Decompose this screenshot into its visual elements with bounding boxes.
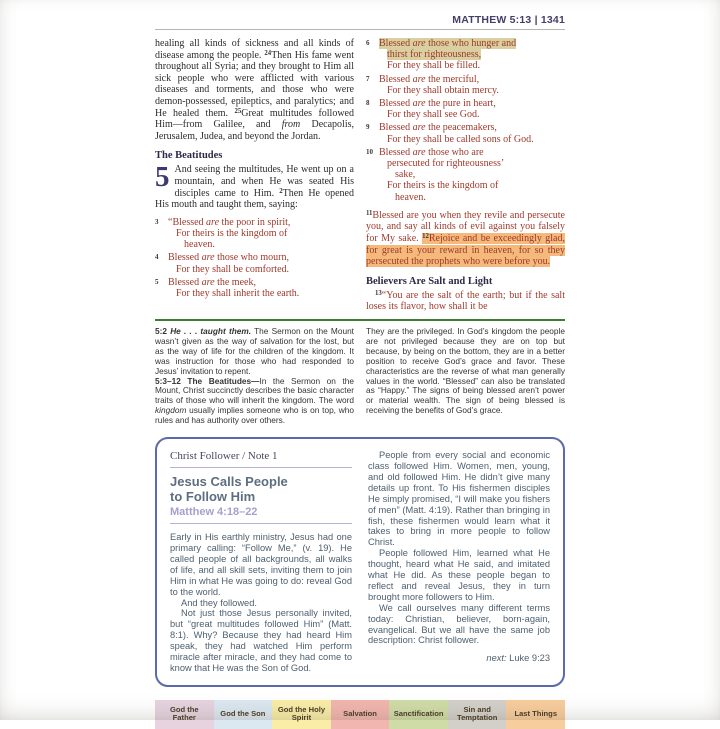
verse-line: Blessed are the pure in heart, xyxy=(379,98,496,110)
section-heading: The Beatitudes xyxy=(155,150,223,162)
study-note: 5:3–12 The Beatitudes—In the Sermon on the Mount, Christ succinctly describes the basic character traits of those who will inherit the kingdom. The word kingdom usually implies someone who is on top, who rules and has authority over others. xyxy=(155,375,354,426)
tab-salvation[interactable]: Salvation xyxy=(331,700,390,729)
verse-line: For they shall be filled. xyxy=(387,60,481,72)
verse-number: 4 xyxy=(155,253,159,262)
chapter-intro-text: And seeing the multitudes, He went up on a mountain, and when He was seated His disciples came to Him. $^2$Then He opened His mouth and taught them, saying: xyxy=(155,164,354,211)
note-paragraph: Not just those Jesus personally invited, but “great multitudes followed Him” (Matt. 8:1). Why? Because they had heard Him speak, they had watched Him perform miracle after miracle, and they had come to know that He was the Son of God. xyxy=(170,608,352,673)
verse-line: “Blessed are the poor in spirit, xyxy=(168,216,291,228)
tab-god-the-son[interactable]: God the Son xyxy=(214,700,273,729)
verse-number: 6 xyxy=(366,39,370,47)
verse-line: For theirs is the kingdom of xyxy=(176,227,288,239)
verse-line: Blessed are those who hunger and xyxy=(379,38,517,49)
verse-number: 5 xyxy=(155,277,159,286)
verse-line: Blessed are those who mourn, xyxy=(168,252,290,264)
verse-4 xyxy=(155,252,354,274)
verse-number: 10 xyxy=(366,147,373,156)
verse-line: For they shall obtain mercy. xyxy=(387,84,499,96)
verse-9 xyxy=(366,122,565,144)
scripture-paragraph: healing all kinds of sickness and all kinds of disease among the people. $^{24}$Then His fame went throughout all Syria; and they brought to Him all sick people who were afflicted with various diseases and torments, and those who were demon-possessed, epileptics, and paralytics; and He healed them. $^{25}$Great multitudes followed Him—from Galilee, and from Decapolis, Jerusalem, Judea, and beyond the Jordan. xyxy=(155,38,354,142)
note-paragraph: People from every social and economic class followed Him. Women, men, young, and old followed Him. He didn’t give many details up front. To His fishermen disciples He simply promised, “I will make you fishers of men” (Matt. 4:19). Rather than bringing in fish, these fishermen would learn what it takes to bring in more people to follow Christ. xyxy=(368,450,550,548)
verse-10 xyxy=(366,147,565,203)
note-rule xyxy=(170,467,352,468)
verse-number: 24 xyxy=(264,49,272,57)
verse-number: 3 xyxy=(155,217,159,226)
note-body-right xyxy=(368,450,550,646)
verse-line: thirst for righteousness, xyxy=(387,49,482,61)
scripture-paragraph-v11-12: $^{11}$Blessed are you when they revile and persecute you, and say all kinds of evil against you falsely for My sake. $^{12}$Rejoice and be exceedingly glad, for great is your reward in heaven, for so they persecuted the prophets who were before you. xyxy=(366,209,565,268)
verse-line: persecuted for righteousness’ xyxy=(387,158,505,170)
chapter-intro-paragraph xyxy=(155,161,354,211)
verse-number: 2 xyxy=(279,187,283,195)
note-paragraph: People followed Him, learned what He thought, heard what He said, and imitated what He did. As these people began to reflect and reveal Jesus, they in turn brought more followers to Him. xyxy=(368,548,550,602)
verse-number: 11 xyxy=(366,209,373,217)
verse-number: 25 xyxy=(234,107,242,115)
note-paragraph: We call ourselves many different terms today: Christian, believer, born-again, evangelical. But we all have the same job description: Christ follower. xyxy=(368,602,550,646)
scripture-columns xyxy=(155,38,565,313)
verse-line: For they shall inherit the earth. xyxy=(176,287,300,299)
verse-number: 12 xyxy=(422,233,429,241)
verse-7 xyxy=(366,74,565,96)
scripture-column-right xyxy=(366,38,565,313)
running-head: MATTHEW 5:13 | 1341 xyxy=(452,14,565,26)
verse-6 xyxy=(366,38,565,72)
scripture-paragraph-v13: $^{13}$“You are the salt of the earth; but if the salt loses its flavor, how shall it be xyxy=(366,289,565,313)
verse-number: 8 xyxy=(366,99,370,108)
note-column-left xyxy=(170,450,352,674)
tab-god-the-father[interactable]: God the Father xyxy=(155,700,214,729)
verse-number: 9 xyxy=(366,123,370,132)
note-paragraph: And they followed. xyxy=(181,597,257,608)
note-title-line1: Jesus Calls People xyxy=(170,474,288,490)
scripture-column-left xyxy=(155,38,354,313)
chapter-number: 5 xyxy=(155,161,170,194)
theme-tab-row xyxy=(155,700,565,729)
note-next-reference: next: Luke 9:23 xyxy=(486,653,550,664)
header-rule xyxy=(155,29,565,30)
verse-line: sake, xyxy=(395,169,416,181)
verse-line: For they shall be comforted. xyxy=(176,263,290,275)
beatitudes-verses-left xyxy=(155,217,354,299)
study-note: 5:2 He . . . taught them. The Sermon on the Mount wasn’t given as the way of salvation for the lost, but as the way of life for the children of the kingdom. It was instruction for those who had responded to Jesus’ invitation to repent. xyxy=(155,326,354,376)
tab-sin-and-temptation[interactable]: Sin and Temptation xyxy=(448,700,507,729)
verse-line: Blessed are the merciful, xyxy=(379,73,480,85)
verse-line: heaven. xyxy=(395,191,426,203)
bible-page xyxy=(155,14,565,729)
verse-line: For theirs is the kingdom of xyxy=(387,180,499,192)
tab-last-things[interactable]: Last Things xyxy=(506,700,565,729)
study-notes-column-right xyxy=(366,327,565,426)
verse-line: Blessed are the meek, xyxy=(168,276,256,288)
note-kicker: Christ Follower / Note 1 xyxy=(170,450,278,463)
study-note: They are the privileged. In God’s kingdom the people are not privileged because they are on top but because, by being on the bottom, they are in a better position to receive God’s grace and favor. These characteristics are the reverse of what man generally values in the world. “Blessed” can also be translated as “Happy.” The signs of being blessed aren’t power or material wealth. The sign of being blessed is receiving the benefits of God’s grace. xyxy=(366,326,565,416)
verse-line: For they shall see God. xyxy=(387,109,480,121)
tab-god-the-holy-spirit[interactable]: God the Holy Spirit xyxy=(272,700,331,729)
christ-follower-note-box xyxy=(155,437,565,687)
verse-number: 7 xyxy=(366,74,370,83)
verse-8 xyxy=(366,98,565,120)
verse-number: 13 xyxy=(375,289,382,297)
verse-line: heaven. xyxy=(184,239,215,251)
note-column-right xyxy=(368,450,550,674)
note-title-line2: to Follow Him xyxy=(170,488,256,504)
note-title xyxy=(170,475,352,504)
note-paragraph: Early in His earthly ministry, Jesus had one primary calling: “Follow Me,” (v. 19). He called people of all backgrounds, all walks of life, and all skill sets, inviting them to join Him in what He was going to do: reveal God to the world. xyxy=(170,532,352,597)
note-reference: Matthew 4:18–22 xyxy=(170,506,258,519)
note-body-left xyxy=(170,532,352,674)
verse-line: Blessed are those who are xyxy=(379,146,484,158)
section-heading: Believers Are Salt and Light xyxy=(366,275,493,287)
study-notes-column-left xyxy=(155,327,354,426)
study-notes xyxy=(155,327,565,426)
commentary-divider-rule xyxy=(155,319,565,321)
tab-sanctification[interactable]: Sanctification xyxy=(389,700,448,729)
verse-line: Blessed are the peacemakers, xyxy=(379,122,497,134)
verse-5 xyxy=(155,277,354,299)
beatitudes-verses-right xyxy=(366,38,565,203)
note-rule xyxy=(170,523,352,524)
verse-3 xyxy=(155,217,354,251)
verse-line: For they shall be called sons of God. xyxy=(387,133,534,145)
